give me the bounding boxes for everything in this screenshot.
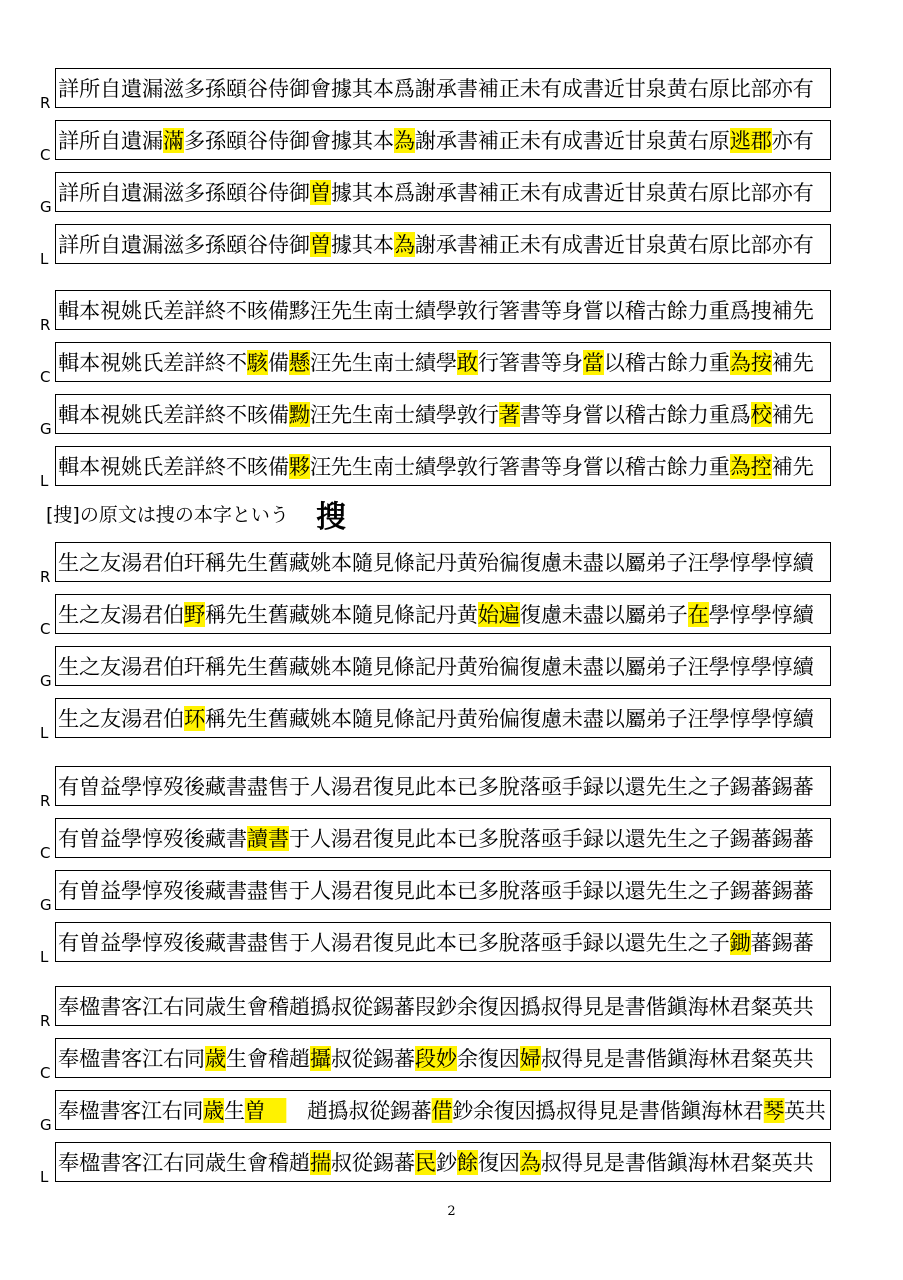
text-segment: 詳所自遺漏滋多孫頤谷侍御會據其本爲謝承書補正未有成書近甘泉黄右原比部亦有 (58, 76, 814, 101)
text-line (58, 73, 814, 103)
text-segment: 奉楹書客江右同歳生會稽趙 (58, 1150, 310, 1175)
highlighted-variant: 歳 (203, 1098, 224, 1123)
text-segment: 輯本視姚氏差詳終不晐備 (58, 402, 289, 427)
text-line-box (55, 394, 831, 434)
highlighted-variant: 民 (414, 1150, 436, 1175)
highlighted-variant: 為 (393, 128, 415, 153)
text-segment: 詳所自遺漏滋多孫頤谷侍御 (58, 232, 310, 257)
text-segment: 生之友湯君伯玕稱先生舊藏姚本隨見條記丹黄殆徧復慮未盡以屬弟子汪學惇學惇續 (58, 550, 814, 575)
text-segment: 復慮未盡以屬弟子 (519, 602, 688, 627)
highlighted-variant: 曽 (309, 232, 331, 257)
highlighted-variant: 為 (519, 1150, 541, 1175)
text-segment: 生會稽趙 (225, 1046, 310, 1071)
comparison-row (40, 172, 840, 216)
highlighted-variant: 懸 (288, 350, 310, 375)
highlighted-variant: 校 (750, 402, 772, 427)
highlighted-variant: 曽 (244, 1098, 287, 1123)
text-line-box (55, 120, 831, 160)
row-source-label: C (40, 146, 51, 164)
row-source-label: G (40, 420, 52, 438)
text-line (58, 451, 814, 481)
highlighted-variant: 讀書 (246, 826, 289, 851)
text-segment: 汪先生南士績學敦行 (309, 402, 499, 427)
text-segment: 行箸書等身 (477, 350, 583, 375)
text-line-box (55, 646, 831, 686)
text-segment: 鈔余復因撝叔得見是書偕鎭海林君 (452, 1098, 764, 1123)
text-segment: 復因 (477, 1150, 520, 1175)
text-line (58, 651, 814, 681)
text-segment: 有曽益學惇歿後藏書盡售于人湯君復見此本已多脫落亟手録以還先生之子 (58, 930, 730, 955)
comparison-row (40, 446, 840, 490)
text-segment: 書等身嘗以稽古餘力重爲 (519, 402, 751, 427)
text-segment: 亦有 (771, 128, 814, 153)
text-segment: 汪先生南士績學 (309, 350, 457, 375)
annotation-glyph: 搜 (316, 500, 346, 535)
text-line (58, 1095, 826, 1125)
text-line-box (55, 224, 831, 264)
comparison-row (40, 986, 840, 1030)
comparison-row (40, 290, 840, 334)
text-line-box (55, 922, 831, 962)
text-segment: 據其本爲謝承書補正未有成書近甘泉黄右原比部亦有 (330, 180, 814, 205)
comparison-row (40, 922, 840, 966)
page-number: 2 (447, 1204, 456, 1219)
comparison-row (40, 68, 840, 112)
text-line (58, 1043, 814, 1073)
text-line (58, 125, 814, 155)
text-segment: 以稽古餘力重 (603, 350, 730, 375)
text-segment: 備 (267, 350, 289, 375)
row-source-label: C (40, 844, 51, 862)
highlighted-variant: 餘 (456, 1150, 478, 1175)
text-segment: 有曽益學惇歿後藏書盡售于人湯君復見此本已多脫落亟手録以還先生之子錫蕃錫蕃 (58, 878, 814, 903)
text-line (58, 347, 814, 377)
text-line-box (55, 986, 831, 1026)
text-line-box (55, 1090, 831, 1130)
comparison-row (40, 120, 840, 164)
text-line (58, 229, 814, 259)
text-line (58, 823, 814, 853)
text-line-box (55, 1038, 831, 1078)
comparison-row (40, 342, 840, 386)
row-source-label: C (40, 368, 51, 386)
highlighted-variant: 滿 (162, 128, 184, 153)
row-source-label: G (40, 896, 52, 914)
highlighted-variant: 婦 (519, 1046, 541, 1071)
highlighted-variant: 在 (687, 602, 709, 627)
text-segment: 輯本視姚氏差詳終不晐備 (58, 454, 289, 479)
text-line-box (55, 542, 831, 582)
text-segment: 學惇學惇續 (708, 602, 814, 627)
text-segment: 補先 (771, 454, 814, 479)
highlighted-variant: 為控 (729, 454, 772, 479)
text-segment: 蕃錫蕃 (750, 930, 814, 955)
comparison-row (40, 698, 840, 742)
text-segment: 詳所自遺漏 (58, 128, 163, 153)
row-source-label: G (40, 198, 52, 216)
text-line (58, 875, 814, 905)
text-segment: 輯本視姚氏差詳終不 (58, 350, 247, 375)
text-line (58, 177, 814, 207)
text-segment: 鈔 (435, 1150, 457, 1175)
highlighted-variant: 歳 (204, 1046, 226, 1071)
highlighted-variant: 夥 (288, 454, 310, 479)
text-line (58, 771, 814, 801)
row-source-label: L (40, 1168, 49, 1186)
text-line-box (55, 290, 831, 330)
row-source-label: R (40, 792, 51, 810)
text-line-box (55, 342, 831, 382)
row-source-label: L (40, 948, 49, 966)
comparison-row (40, 542, 840, 586)
comparison-row (40, 1038, 840, 1082)
text-segment: 據其本 (330, 232, 394, 257)
highlighted-variant: 逃郡 (729, 128, 772, 153)
comparison-row (40, 224, 840, 268)
row-source-label: R (40, 94, 51, 112)
row-source-label: C (40, 620, 51, 638)
text-segment: 輯本視姚氏差詳終不晐備黟汪先生南士績學敦行箸書等身嘗以稽古餘力重爲捜補先 (58, 298, 814, 323)
highlighted-variant: 借 (431, 1098, 453, 1123)
comparison-row (40, 1142, 840, 1186)
text-segment: 稱先生舊藏姚本隨見條記丹黄 (204, 602, 478, 627)
text-segment: 謝承書補正未有成書近甘泉黄右原比部亦有 (414, 232, 814, 257)
text-segment: 奉楹書客江右同歳生會稽趙撝叔從錫蕃叚鈔余復因撝叔得見是書偕鎭海林君粲英共 (58, 994, 814, 1019)
text-line-box (55, 594, 831, 634)
text-line (58, 547, 814, 577)
text-segment: 英共 (784, 1098, 826, 1123)
comparison-row (40, 646, 840, 690)
highlighted-variant: 琴 (763, 1098, 785, 1123)
highlighted-variant: 野 (183, 602, 205, 627)
text-line-box (55, 870, 831, 910)
text-segment: 叔得見是書偕鎭海林君粲英共 (540, 1150, 814, 1175)
row-source-label: G (40, 672, 52, 690)
text-line (58, 1147, 814, 1177)
text-segment: 有曽益學惇歿後藏書 (58, 826, 247, 851)
row-source-label: L (40, 472, 49, 490)
text-line (58, 399, 814, 429)
text-line-box (55, 766, 831, 806)
highlighted-variant: 著 (498, 402, 520, 427)
text-line (58, 991, 814, 1021)
text-segment: 多孫頤谷侍御會據其本 (183, 128, 394, 153)
highlighted-variant: 敢 (456, 350, 478, 375)
text-line (58, 703, 814, 733)
text-line-box (55, 446, 831, 486)
comparison-row (40, 870, 840, 914)
text-segment: 稱先生舊藏姚本隨見條記丹黄殆偏復慮未盡以屬弟子汪學惇學惇續 (204, 706, 814, 731)
text-line-box (55, 818, 831, 858)
text-segment: 補先 (771, 402, 814, 427)
text-line-box (55, 1142, 831, 1182)
text-line-box (55, 68, 831, 108)
highlighted-variant: 為按 (729, 350, 772, 375)
text-segment: 汪先生南士績學敦行箸書等身嘗以稽古餘力重 (309, 454, 730, 479)
row-source-label: R (40, 316, 51, 334)
text-line (58, 599, 814, 629)
text-segment: 叔從錫蕃 (330, 1046, 415, 1071)
text-segment: 詳所自遺漏滋多孫頤谷侍御 (58, 180, 310, 205)
highlighted-variant: 當 (582, 350, 604, 375)
highlighted-variant: 始遍 (477, 602, 520, 627)
row-source-label: C (40, 1064, 51, 1082)
comparison-row (40, 1090, 840, 1134)
highlighted-variant: 駭 (246, 350, 268, 375)
comparison-row (40, 594, 840, 638)
text-segment: 余復因 (456, 1046, 520, 1071)
highlighted-variant: 环 (183, 706, 205, 731)
highlighted-variant: 鋤 (729, 930, 751, 955)
highlighted-variant: 攝 (309, 1046, 331, 1071)
text-segment: 趙撝叔從錫蕃 (286, 1098, 432, 1123)
row-source-label: R (40, 1012, 51, 1030)
row-source-label: R (40, 568, 51, 586)
text-segment: 補先 (771, 350, 814, 375)
text-segment: 奉楹書客江右同 (58, 1098, 204, 1123)
text-segment: 有曽益學惇歿後藏書盡售于人湯君復見此本已多脫落亟手録以還先生之子錫蕃錫蕃 (58, 774, 814, 799)
highlighted-variant: 揣 (309, 1150, 331, 1175)
text-segment: 于人湯君復見此本已多脫落亟手録以還先生之子錫蕃錫蕃 (288, 826, 814, 851)
highlighted-variant: 曽 (309, 180, 331, 205)
text-line-box (55, 698, 831, 738)
text-segment: 生之友湯君伯 (58, 602, 184, 627)
text-segment: 生之友湯君伯玕稱先生舊藏姚本隨見條記丹黄殆徧復慮未盡以屬弟子汪學惇學惇續 (58, 654, 814, 679)
text-segment: 謝承書補正未有成書近甘泉黄右原 (414, 128, 730, 153)
text-segment: 奉楹書客江右同 (58, 1046, 205, 1071)
comparison-row (40, 818, 840, 862)
text-segment: 生 (223, 1098, 245, 1123)
row-source-label: G (40, 1116, 52, 1134)
row-source-label: L (40, 250, 49, 268)
text-line (58, 295, 814, 325)
comparison-row (40, 394, 840, 438)
text-segment: 生之友湯君伯 (58, 706, 184, 731)
highlighted-variant: 段妙 (414, 1046, 457, 1071)
text-line (58, 927, 814, 957)
annotation-note: [捜]の原文は捜の本字という (46, 504, 289, 526)
row-source-label: L (40, 724, 49, 742)
highlighted-variant: 黝 (288, 402, 310, 427)
comparison-row (40, 766, 840, 810)
text-line-box (55, 172, 831, 212)
text-segment: 叔從錫蕃 (330, 1150, 415, 1175)
text-segment: 叔得見是書偕鎭海林君粲英共 (540, 1046, 814, 1071)
highlighted-variant: 為 (393, 232, 415, 257)
